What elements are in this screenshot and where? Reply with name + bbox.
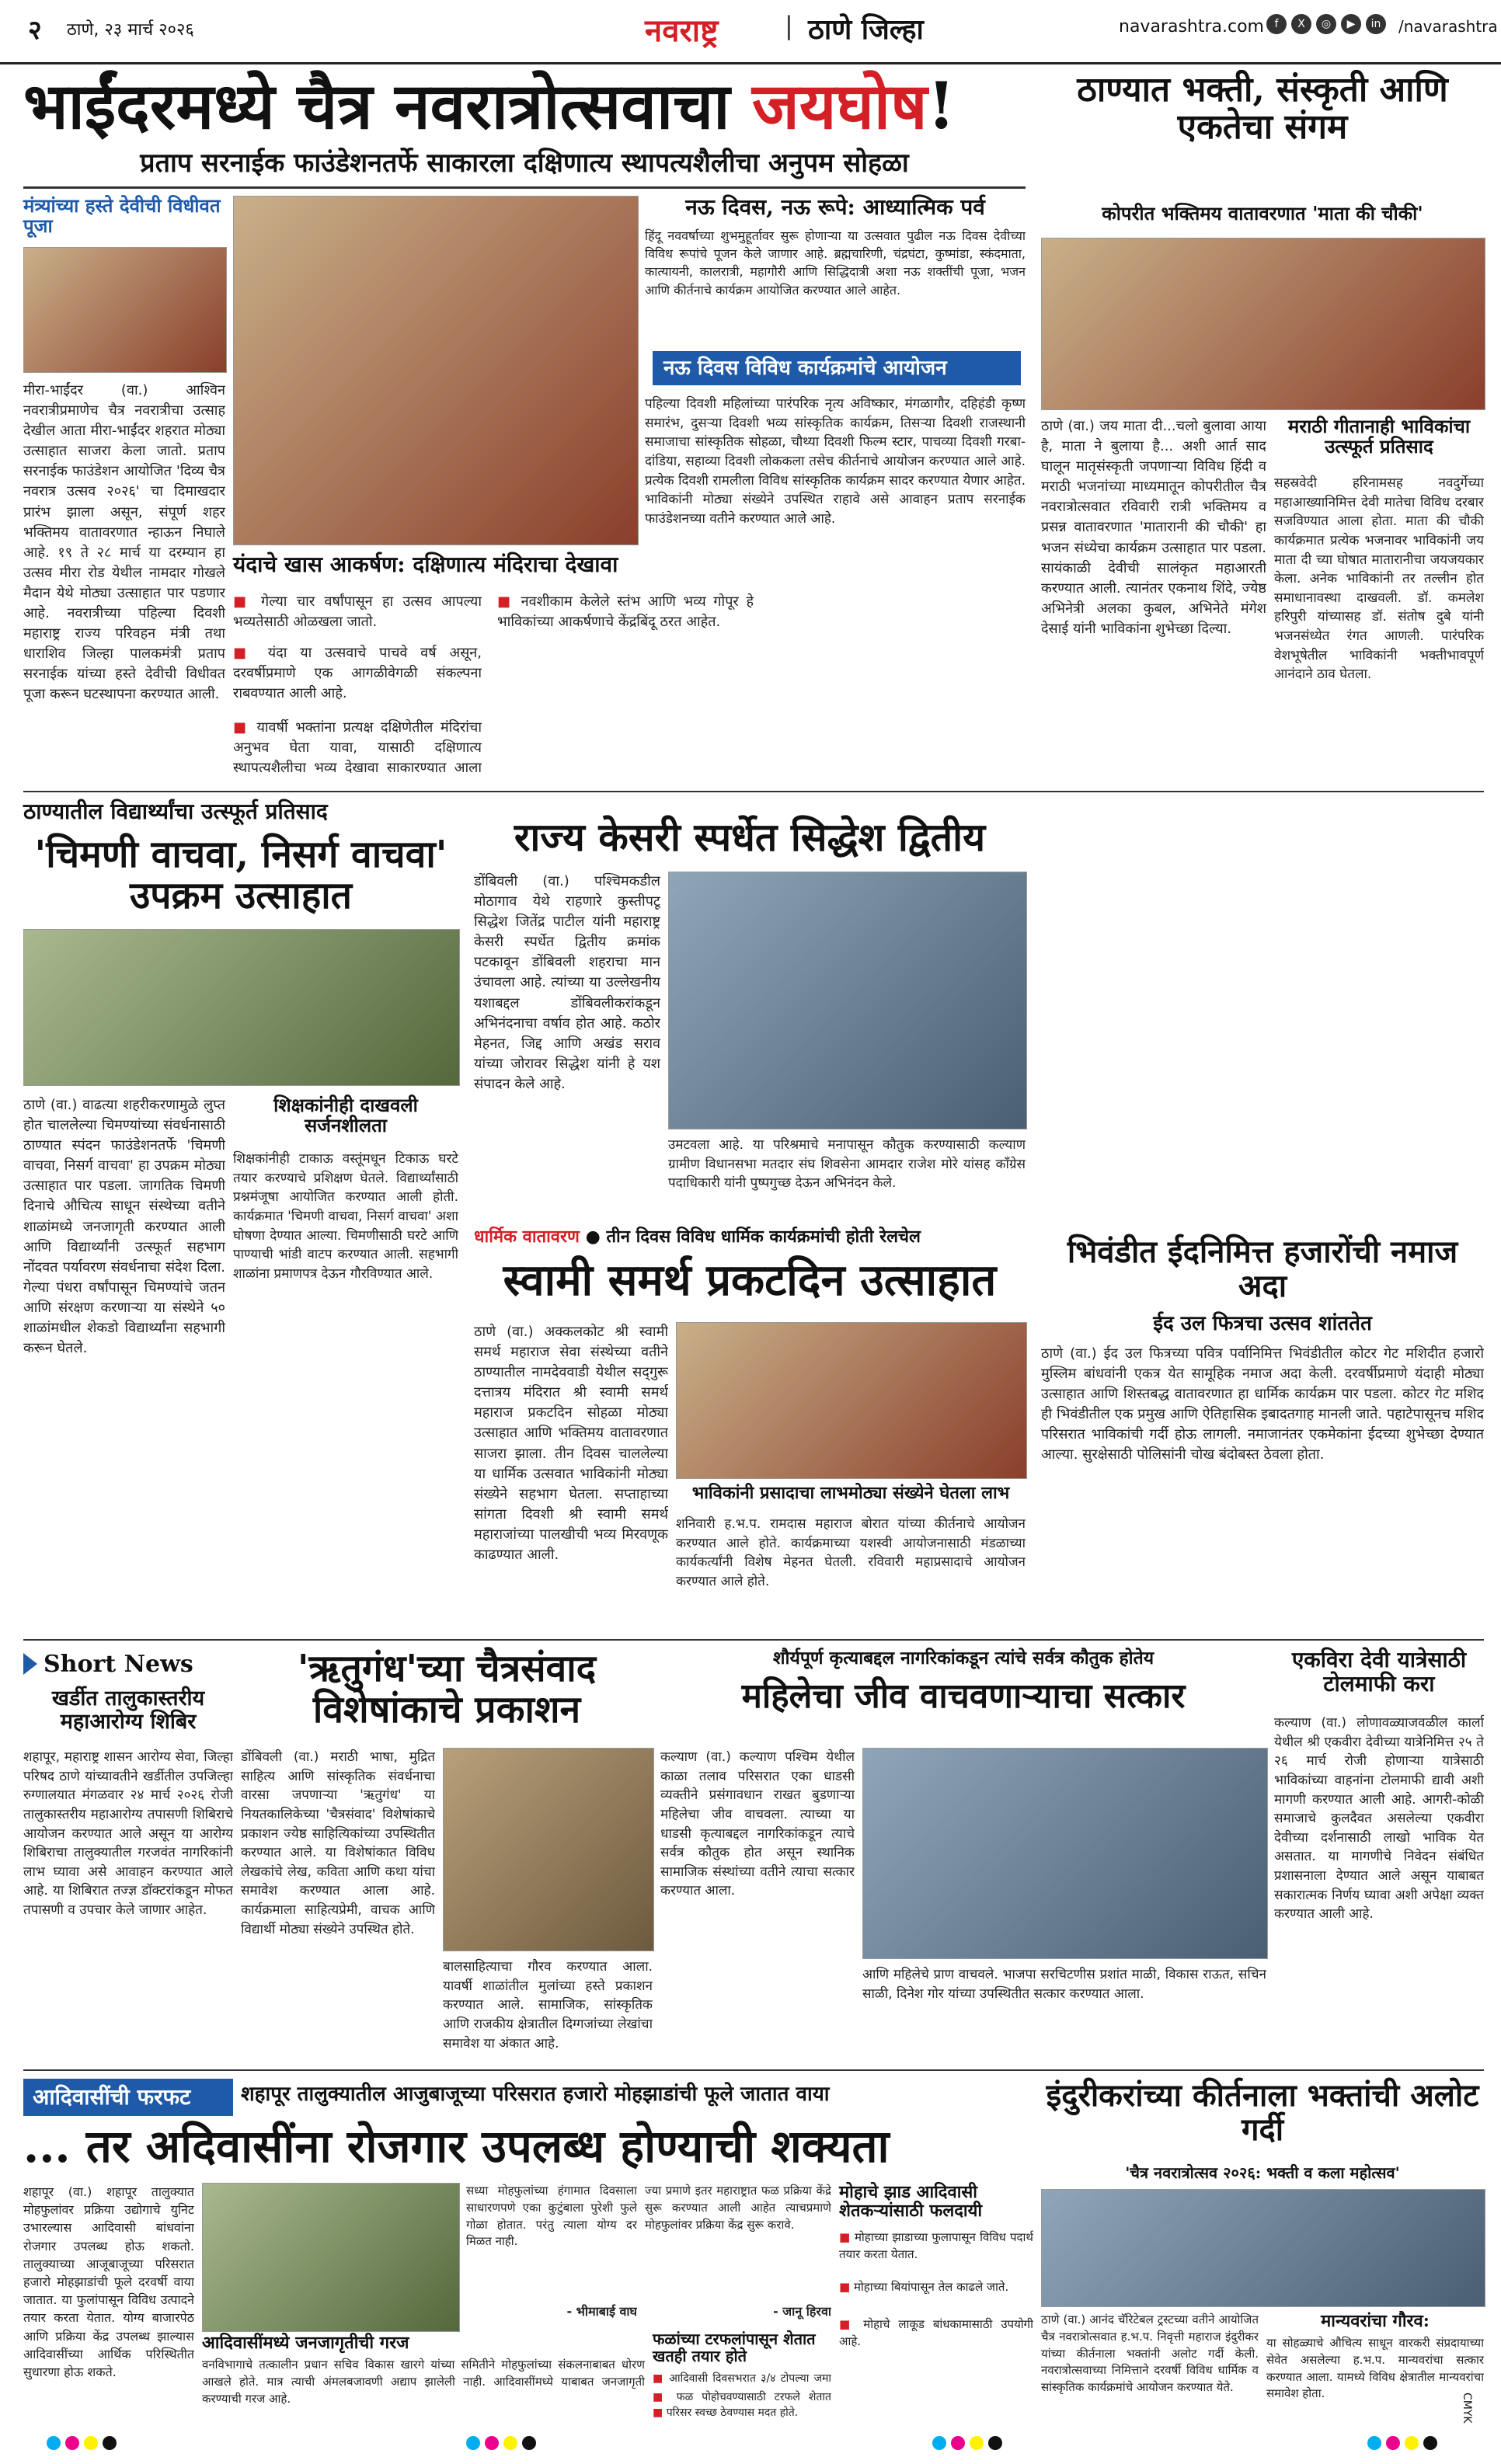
cmyk-dot — [47, 2436, 61, 2450]
cmyk-dot — [84, 2436, 98, 2450]
shortnews-body: शहापूर, महाराष्ट्र शासन आरोग्य सेवा, जिल्हा परिषद ठाणे यांच्यावतीने खर्डीतील उपजिल्हा रुग्णालयात मंगळवार २४ मार्च २०२६ रोजी तालुकास्तरीय महाआरोग्य तपासणी शिबिराचे आयोजन करण्यात आले असून या आरोग्य शिबिराचा तालुक्यातील गरजवंत नागरिकांनी लाभ घ्यावा असे आवाहन करण्यात आले आहे. या शिबिरात तज्ज्ञ डॉक्टरांकडून मोफत तपासणी व उपचार केले जाणार आहेत. — [23, 1749, 233, 1919]
cmyk-marks-right — [1367, 2436, 1437, 2450]
cmyk-marks-left — [47, 2436, 117, 2450]
cmyk-dot — [1405, 2436, 1419, 2450]
adivasi-benefit-point: ■ मोहाच्या बियांपासून तेल काढले जाते. — [839, 2279, 1033, 2313]
lead-headline-highlight: जयघोष — [752, 69, 928, 144]
adivasi-benefit-point: ■ मोहाचे लाकूड बांधकामासाठी उपयोगी आहे. — [839, 2316, 1033, 2351]
swami-kicker-sep: ● — [585, 1227, 607, 1247]
adivasi-fruit-point: ■ आदिवासी दिवसभरात ३/४ टोपल्या जमा — [653, 2371, 831, 2389]
adivasi-need-body: वनविभागाचे तत्कालीन प्रधान सचिव विकास खारगे यांच्या समितीने मोहफुलांच्या संकलनाबाबत धोरण आखले होते. मात्र त्याची अंमलबजावणी अद्याप झालेली नाही. आदिवासींमध्ये याबाबत जनजागृती करण्याची गरज आहे. — [202, 2358, 645, 2406]
linkedin-icon[interactable]: in — [1366, 14, 1386, 34]
adivasi-kicker: शहापूर तालुक्यातील आजुबाजूच्या परिसरात हजारो मोहझाडांची फूले जातात वाया — [241, 2083, 830, 2106]
feature-title: यंदाचे खास आकर्षण: दक्षिणात्य मंदिराचा देखावा — [233, 552, 618, 577]
chimni-side-body: शिक्षकांनीही टाकाऊ वस्तूंमधून टिकाऊ घरटे तयार करण्याचे प्रशिक्षण घेतले. विद्यार्थ्यांसाठी प्रश्नमंजूषा आयोजित करण्यात आली होती. कार्यक्रमात 'चिमणी वाचवा, निसर्ग वाचवा' अशा घोषणा देण्यात आल्या. चिमणीसाठी घरटे आणि पाण्याची भांडी वाटप करण्यात आली. सहभागी शाळांना प्रमाणपत्र देऊन गौरविण्यात आले. — [233, 1151, 458, 1282]
chimni-headline: 'चिमणी वाचवा, निसर्ग वाचवा' उपक्रम उत्साहात — [34, 833, 448, 917]
cmyk-label: CMYK — [1461, 2393, 1473, 2424]
bhiwandi-subtitle: ईद उल फित्रचा उत्सव शांततेत — [1153, 1312, 1372, 1335]
cmyk-dot — [485, 2436, 499, 2450]
social-icons — [1266, 14, 1386, 34]
feature-point: ■ गेल्या चार वर्षांपासून हा उत्सव आपल्या भव्यतेसाठी ओळखला जातो. — [233, 592, 482, 639]
swami-body: ठाणे (वा.) अक्कलकोट श्री स्वामी समर्थ महाराज सेवा संस्थेच्या वतीने ठाण्यातील नामदेववाडी येथील सद्‌गुरू दत्तात्रय मंदिरात श्री स्वामी समर्थ महाराज प्रकटदिन सोहळा मोठ्या उत्साहात आणि भक्तिमय वातावरणात साजरा झाला. तीन दिवस चाललेल्या या धार्मिक उत्सवात भाविकांनी मोठ्या संख्येने सहभाग घेतला. सप्ताहाच्या सांगता दिवशी श्री स्वामी समर्थ महाराजांच्या पालखीची भव्य मिरवणूक काढण्यात आली. — [474, 1324, 668, 1564]
feature-point: ■ यावर्षी भक्तांना प्रत्यक्ष दक्षिणेतील मंदिरांचा अनुभव घेता यावा, यासाठी दक्षिणात्य स्थापत्यशैलीचा भव्य देखावा साकारण्यात आला — [233, 718, 482, 780]
swami-caption: भाविकांनी प्रसादाचा लाभमोठ्या संख्येने घेतला लाभ — [691, 1483, 1010, 1503]
kopri-side-title: मराठी गीतानाही भाविकांचा उत्स्फूर्त प्रतिसाद — [1287, 415, 1471, 458]
kalyan-kicker: शौर्यपूर्ण कृत्याबद्दल नागरिकांकडून त्यांचे सर्वत्र कौतुक होतेय — [772, 1648, 1154, 1669]
newspaper-logo[interactable]: नवराष्ट्र — [645, 12, 719, 49]
cmyk-dot — [1423, 2436, 1437, 2450]
divider — [23, 791, 1484, 792]
header-separator: | — [785, 11, 793, 40]
rutugandh-photo — [443, 1748, 654, 1951]
adivasi-fruit-point: ■ परिसर स्वच्छ ठेवण्यास मदत होते. — [653, 2405, 831, 2420]
adivasi-quote: सध्या मोहफुलांच्या हंगामात दिवसाला साधारणपणे एका कुटुंबाला पुरेशी फुले गोळा होतात. परंतु त्याला योग्य दर मिळत नाही. — [466, 2184, 637, 2249]
cmyk-dot — [951, 2436, 965, 2450]
indurikar-side-title: मान्यवरांचा गौरव: — [1321, 2311, 1430, 2331]
adivasi-body: शहापूर (वा.) शहापूर तालुक्यात मोहफुलांवर प्रक्रिया उद्योगाचे युनिट उभारल्यास आदिवासी बांधवांना रोजगार उपलब्ध होऊ शकतो. तालुक्याच्या आजूबाजूच्या परिसरात हजारो मोहझाडांची फूले दरवर्षी वाया जातात. या फुलांपासून विविध उत्पादने तयार करता येतात. योग्य बाजारपेठ आणि प्रक्रिया केंद्र उपलब्ध झाल्यास आदिवासींच्या आर्थिक परिस्थितीत सुधारणा होऊ शकते. — [23, 2184, 194, 2379]
instagram-icon[interactable]: ◎ — [1316, 14, 1336, 34]
page-header — [0, 0, 1501, 64]
kopri-headline: ठाण्यात भक्ती, संस्कृती आणि एकतेचा संगम — [1077, 70, 1448, 148]
adivasi-benefit-point: ■ मोहाच्या झाडाच्या फुलापासून विविध पदार्थ तयार करता येतात. — [839, 2229, 1033, 2276]
adivasi-quote2: ज्या प्रमाणे इतर महाराष्ट्रात फळ प्रक्रिया केंद्रे सुरू करण्यात आली आहेत त्याचप्रमाणे मोहफुलांवर प्रक्रिया केंद्र सुरू करावे. — [645, 2184, 831, 2232]
lead-main-photo — [233, 196, 639, 545]
swami-kicker2: तीन दिवस विविध धार्मिक कार्यक्रमांची होती रेलचेल — [606, 1227, 921, 1247]
indurikar-subtitle: 'चैत्र नवरात्रोत्सव २०२६: भक्ती व कला महोत्सव' — [1125, 2163, 1400, 2182]
cmyk-dot — [988, 2436, 1002, 2450]
divider — [23, 1639, 1484, 1641]
x-icon[interactable]: X — [1291, 14, 1311, 34]
bhiwandi-body: ठाणे (वा.) ईद उल फित्रच्या पवित्र पर्वानिमित्त भिवंडीतील कोटर गेट मशिदीत हजारो मुस्लिम बांधवांनी एकत्र येत सामूहिक नमाज अदा केली. दरवर्षीप्रमाणे यंदाही मोठ्या उत्साहात आणि शिस्तबद्ध वातावरणात हा धार्मिक कार्यक्रम पार पडला. कोटर गेट मशिद ही भिवंडीतील एक प्रमुख आणि ऐतिहासिक इबादतगाह मानली जाते. पहाटेपासूनच मशिद परिसरात भाविकांची गर्दी होऊ लागली. नमाजानंतर एकमेकांना ईदच्या शुभेच्छा देण्यात आल्या. सुरक्षेसाठी पोलिसांनी चोख बंदोबस्त ठेवला होता. — [1041, 1345, 1484, 1463]
adivasi-fruit-point: ■ फळ पोहोचवण्यासाठी टरफले शेतात — [653, 2389, 831, 2405]
lead-subtitle: प्रताप सरनाईक फाउंडेशनतर्फे साकारला दक्षिणात्य स्थापत्यशैलीचा अनुपम सोहळा — [140, 148, 909, 179]
events-body: पहिल्या दिवशी महिलांच्या पारंपरिक नृत्य अविष्कार, मंगळागौर, दहिहंडी कृष्ण समारंभ, दुसऱ्या दिवशी भव्य सांस्कृतिक कार्यक्रम, तिसऱ्या दिवशी राजस्थानी समाजाचा सांस्कृतिक सोहळा, चौथ्या दिवशी फिल्म स्टार, पाचव्या दिवशी गरबा-दांडिया, सहाव्या दिवशी लोककला तसेच कीर्तनाचे आयोजन करण्यात आले आहे. प्रत्येक दिवशी रामलीला विविध सांस्कृतिक कार्यक्रम सादर करण्यात येणार आहेत. भाविकांनी मोठ्या संख्येने उपस्थित राहावे असे आवाहन प्रताप सरनाईक फाउंडेशनच्या वतीने करण्यात आले आहे. — [645, 396, 1026, 527]
kalyan-body-cont: आणि महिलेचे प्राण वाचवले. भाजपा सरचिटणीस प्रशांत माळी, विकास राऊत, सचिन साळी, दिनेश गोर यांच्या उपस्थितीत सत्कार करण्यात आला. — [862, 1967, 1266, 2002]
cmyk-dot — [466, 2436, 480, 2450]
cmyk-dot — [522, 2436, 536, 2450]
swami-photo — [676, 1322, 1027, 1479]
nine-days-title: नऊ दिवस, नऊ रूपे: आध्यात्मिक पर्व — [685, 194, 985, 220]
indurikar-headline: इंदुरीकरांच्या कीर्तनाला भक्तांची अलोट गर्दी — [1046, 2077, 1479, 2148]
kalyan-photo — [862, 1748, 1268, 1959]
ekvira-body: कल्याण (वा.) लोणावळ्याजवळील कार्ला येथील श्री एकवीरा देवीच्या यात्रेनिमित्त २५ ते २६ मार्च रोजी होणाऱ्या यात्रेसाठी भाविकांच्या वाहनांना टोलमाफी द्यावी अशी मागणी करण्यात आली आहे. आगरी-कोळी समाजाचे कुलदैवत असलेल्या एकवीरा देवीच्या दर्शनासाठी लाखो भाविक येत असतात. या मागणीचे निवेदन संबंधित प्रशासनाला देण्यात आले असून याबाबत सकारात्मक निर्णय घ्यावा अशी अपेक्षा व्यक्त करण्यात आली आहे. — [1274, 1715, 1484, 1923]
swami-body-cont: शनिवारी ह.भ.प. रामदास महाराज बोरात यांच्या कीर्तनाचे आयोजन करण्यात आले होते. कार्यक्रमाच्या यशस्वी आयोजनासाठी मंडळाच्या कार्यकर्त्यांनी विशेष मेहनत घेतली. रविवारी महाप्रसादाचे आयोजन करण्यात आले होते. — [676, 1516, 1026, 1589]
feature-point: ■ नवशीकाम केलेले स्तंभ आणि भव्य गोपूर हे भाविकांच्या आकर्षणाचे केंद्रबिंदू ठरत आहेत. — [497, 592, 754, 685]
adivasi-band: आदिवासींची फरफट — [23, 2079, 233, 2116]
indurikar-body: ठाणे (वा.) आनंद चॅरिटेबल ट्रस्टच्या वतीने आयोजित चैत्र नवरात्रोत्सवात ह.भ.प. निवृत्ती महाराज इंदुरीकर यांच्या कीर्तनाला भक्तांनी अलोट गर्दी केली. नवरात्रोत्सवाच्या निमित्ताने दरवर्षी विविध धार्मिक व सांस्कृतिक कार्यक्रमांचे आयोजन करण्यात येते. — [1041, 2313, 1259, 2394]
swami-kicker-bar — [474, 1224, 1026, 1255]
lead-kicker: मंत्र्यांच्या हस्ते देवीची विधीवत पूजा — [23, 194, 221, 238]
cmyk-dot — [932, 2436, 946, 2450]
indurikar-side-body: या सोहळ्याचे औचित्य साधून वारकरी संप्रदायाच्या सेवेत असलेल्या ह.भ.प. मान्यवरांचा सत्कार करण्यात आला. यामध्ये विविध क्षेत्रातील मान्यवरांचा समावेश होता. — [1266, 2336, 1484, 2401]
events-title: नऊ दिवस विविध कार्यक्रमांचे आयोजन — [653, 351, 1021, 385]
adivasi-photo — [202, 2183, 460, 2332]
short-news-title: Short News — [44, 1650, 193, 1678]
rutugandh-body: डोंबिवली (वा.) मराठी भाषा, मुद्रित साहित्य आणि सांस्कृतिक संवर्धनाचा वारसा जपणाऱ्या 'ऋतुगंध' या नियतकालिकेच्या 'चैत्रसंवाद' विशेषांकाचे प्रकाशन ज्येष्ठ साहित्यिकांच्या उपस्थितीत करण्यात आले. या विशेषांकात विविध लेखकांचे लेख, कविता आणि कथा यांचा समावेश करण्यात आला आहे. कार्यक्रमाला साहित्यप्रेमी, वाचक आणि विद्यार्थी मोठ्या संख्येने उपस्थित होते. — [241, 1749, 435, 1937]
page-number: २ — [28, 15, 42, 46]
lead-side-photo — [23, 247, 227, 373]
chimni-body: ठाणे (वा.) वाढत्या शहरीकरणामुळे लुप्त होत चाललेल्या चिमण्यांच्या संवर्धनासाठी ठाण्यात स्पंदन फाउंडेशनतर्फे 'चिमणी वाचवा, निसर्ग वाचवा' हा उपक्रम मोठ्या उत्साहात पार पडला. जागतिक चिमणी दिनाचे औचित्य साधून संस्थेच्या वतीने शाळांमध्ये जनजागृती करण्यात आली आणि विद्यार्थ्यांनी उत्स्फूर्त सहभाग नोंदवत पर्यावरण संवर्धनाचा संदेश दिला. गेल्या पंधरा वर्षांपासून चिमण्यांचे जतन आणि संरक्षण करणाऱ्या या संस्थेने ५० शाळांमधील शेकडो विद्यार्थ्यांना सहभागी करून घेतले. — [23, 1097, 225, 1357]
swami-kicker: धार्मिक वातावरण — [474, 1227, 580, 1247]
youtube-icon[interactable]: ▶ — [1341, 14, 1361, 34]
cmyk-dot — [970, 2436, 984, 2450]
adivasi-quote-author: - भीमाबाई वाघ — [566, 2304, 637, 2319]
adivasi-benefit-title: मोहाचे झाड आदिवासी शेतकऱ्यांसाठी फलदायी — [839, 2182, 983, 2222]
kopri-photo — [1041, 238, 1485, 410]
chimni-kicker: ठाण्यातील विद्यार्थ्यांचा उत्स्फूर्त प्रतिसाद — [23, 799, 328, 824]
lead-headline-part3: ! — [927, 69, 956, 144]
bhiwandi-headline: भिवंडीत ईदनिमित्त हजारोंची नमाज अदा — [1067, 1234, 1458, 1304]
cmyk-marks-center — [466, 2436, 536, 2450]
page-date: ठाणे, २३ मार्च २०२६ — [67, 20, 194, 40]
indurikar-photo — [1041, 2189, 1485, 2307]
cmyk-dot — [1367, 2436, 1381, 2450]
kesari-photo — [668, 872, 1027, 1129]
rutugandh-body-cont: बालसाहित्याचा गौरव करण्यात आला. यावर्षी शाळांतील मुलांच्या हस्ते प्रकाशन करण्यात आले. सामाजिक, सांस्कृतिक आणि राजकीय क्षेत्रातील दिग्गजांच्या लेखांचा समावेश या अंकात आहे. — [443, 1959, 653, 2052]
cmyk-dot — [503, 2436, 517, 2450]
swami-headline: स्वामी समर्थ प्रकटदिन उत्साहात — [503, 1255, 997, 1306]
lead-body: मीरा-भाईंदर (वा.) आश्विन नवरात्रीप्रमाणेच चैत्र नवरात्रीचा उत्साह देखील आता मीरा-भाईंदर शहरात मोठ्या उत्साहात साजरा केला जातो. प्रताप सरनाईक फाउंडेशन आयोजित 'दिव्य चैत्र नवरात्र उत्सव २०२६' चा दिमाखदार प्रारंभ झाला असून, संपूर्ण शहर भक्तिमय वातावरणात न्हाऊन निघाले आहे. १९ ते २८ मार्च या दरम्यान हा उत्सव मीरा रोड येथील नामदार गोखले मैदान येथे मोठ्या उत्साहात पार पडणार आहे. नवरात्रीच्या पहिल्या दिवशी महाराष्ट्र राज्य परिवहन मंत्री तथा धाराशिव जिल्हा पालकमंत्री प्रताप सरनाईक यांच्या हस्ते देवीची विधीवत पूजा करून घटस्थापना करण्यात आली. — [23, 382, 225, 703]
adivasi-fruit-title: फळांच्या टरफलांपासून शेतात खतही तयार होते — [653, 2330, 816, 2365]
facebook-icon[interactable]: f — [1266, 14, 1287, 34]
divider — [23, 2069, 1484, 2071]
short-news-label — [23, 1648, 225, 1679]
ekvira-headline: एकविरा देवी यात्रेसाठी टोलमाफी करा — [1291, 1647, 1467, 1697]
adivasi-need-title: आदिवासींमध्ये जनजागृतीची गरज — [202, 2333, 409, 2353]
rutugandh-headline: 'ऋतुगंध'च्या चैत्रसंवाद विशेषांकाचे प्रकाशन — [297, 1647, 597, 1731]
lead-headline — [23, 69, 1026, 144]
cmyk-dot — [103, 2436, 117, 2450]
cmyk-dot — [1386, 2436, 1400, 2450]
nine-days-body: हिंदू नववर्षाच्या शुभमुहूर्तावर सुरू होणाऱ्या या उत्सवात पुढील नऊ दिवस देवीच्या विविध रूपांचे पूजन केले जाणार आहे. ब्रह्मचारिणी, चंद्रघंटा, कुष्मांडा, स्कंदमाता, कात्यायनी, कालरात्री, महागौरी आणि सिद्धिदात्री अशा नऊ शक्तींची पूजा, भजन आणि कीर्तनाचे कार्यक्रम आयोजित करण्यात आले आहेत. — [645, 228, 1026, 298]
adivasi-quote2-author: - जानू हिरवा — [773, 2304, 831, 2319]
kopri-body: ठाणे (वा.) जय माता दी...चलो बुलावा आया है, माता ने बुलाया है... अशी आर्त साद घालून मातृसंस्कृती जपणाऱ्या विविध हिंदी व मराठी भजनांच्या माध्यमातून कोपरीतील चैत्र नवरात्रोत्सवात रविवारी रात्री भक्तिमय व प्रसन्न वातावरणात 'मातारानी की चौकी' हा भजन संध्येचा कार्यक्रम उत्साहात पार पडला. सायंकाळी देवीची सालंकृत महाआरती करण्यात आली. त्यानंतर एकनाथ शिंदे, ज्येष्ठ अभिनेत्री अलका कुबल, अभिनेते मंगेश देसाई यांनी भाविकांना शुभेच्छा दिल्या. — [1041, 418, 1266, 637]
feature-point: ■ यंदा या उत्सवाचे पाचवे वर्ष असून, दरवर्षीप्रमाणे एक आगळीवेगळी संकल्पना राबवण्यात आली आहे. — [233, 643, 482, 713]
kalyan-body: कल्याण (वा.) कल्याण पश्चिम येथील काळा तलाव परिसरात एका धाडसी व्यक्तीने प्रसंगावधान राखत बुडणाऱ्या महिलेचा जीव वाचवला. त्याच्या या धाडसी कृत्याबद्दल नागरिकांकडून त्याचे सर्वत्र कौतुक होत असून स्थानिक सामाजिक संस्थांच्या वतीने त्याचा सत्कार करण्यात आला. — [660, 1749, 855, 1899]
chimni-side-title: शिक्षकांनीही दाखवली सर्जनशीलता — [273, 1094, 418, 1137]
divider — [23, 186, 1026, 189]
shortnews-headline: खर्डीत तालुकास्तरीय महाआरोग्य शिबिर — [51, 1686, 205, 1734]
kesari-body-cont: उमटवला आहे. या परिश्रमाचे मनापासून कौतुक करण्यासाठी कल्याण ग्रामीण विधानसभा मतदार संघ शिवसेना आमदार राजेश मोरे यांसह कॉंग्रेस पदाधिकारी यांनी पुष्पगुच्छ देऊन अभिनंदन केले. — [668, 1137, 1026, 1192]
kesari-body: डोंबिवली (वा.) पश्चिमकडील मोठागाव येथे राहणारे कुस्तीपटू सिद्धेश जितेंद्र पाटील यांनी महाराष्ट्र केसरी स्पर्धेत द्वितीय क्रमांक पटकावून डोंबिवली शहराचा मान उंचावला आहे. त्यांच्या या उल्लेखनीय यशाबद्दल डोंबिवलीकरांकडून अभिनंदनाचा वर्षाव होत आहे. कठोर मेहनत, जिद्द आणि अखंड सराव यांच्या जोरावर सिद्धेश यांनी हे यश संपादन केले आहे. — [474, 873, 660, 1092]
chimni-photo — [23, 929, 460, 1086]
kalyan-headline: महिलेचा जीव वाचवणाऱ्याचा सत्कार — [741, 1676, 1186, 1716]
kopri-side-body: सहस्रवेदी हरिनामसह नवदुर्गेच्या महाआख्यानिमित्त देवी मातेचा विविध दरबार सजविण्यात आला होता. माता की चौकी कार्यक्रमात प्रत्येक भजनावर भाविकांनी जय माता दी च्या घोषात मातारानीचा जयजयकार केला. अनेक भाविकांनी तर तल्लीन होत समाधानावस्था दाखवली. डॉ. कमलेश हरिपुरी यांच्यासह डॉ. संतोष दुबे यांनी भजनसंध्येत रंगत आणली. पारंपरिक वेशभूषेतील भाविकांनी भक्तीभावपूर्ण आनंदाने ठाव घेतला. — [1274, 475, 1484, 683]
kesari-headline: राज्य केसरी स्पर्धेत सिद्धेश द्वितीय — [514, 814, 986, 860]
cmyk-dot — [65, 2436, 79, 2450]
site-url[interactable]: navarashtra.com — [1119, 17, 1264, 37]
social-handle[interactable]: /navarashtra — [1398, 17, 1498, 36]
edition-name: ठाणे जिल्हा — [808, 14, 924, 46]
kopri-subtitle: कोपरीत भक्तिमय वातावरणात 'माता की चौकी' — [1102, 202, 1423, 224]
lead-headline-part1: भाईंदरमध्ये चैत्र नवरात्रोत्सवाचा — [23, 69, 753, 144]
cmyk-marks-center2 — [932, 2436, 1002, 2450]
chevron-right-icon — [23, 1653, 37, 1675]
adivasi-headline: ... तर अदिवासींना रोजगार उपलब्ध होण्याची शक्यता — [23, 2120, 890, 2173]
